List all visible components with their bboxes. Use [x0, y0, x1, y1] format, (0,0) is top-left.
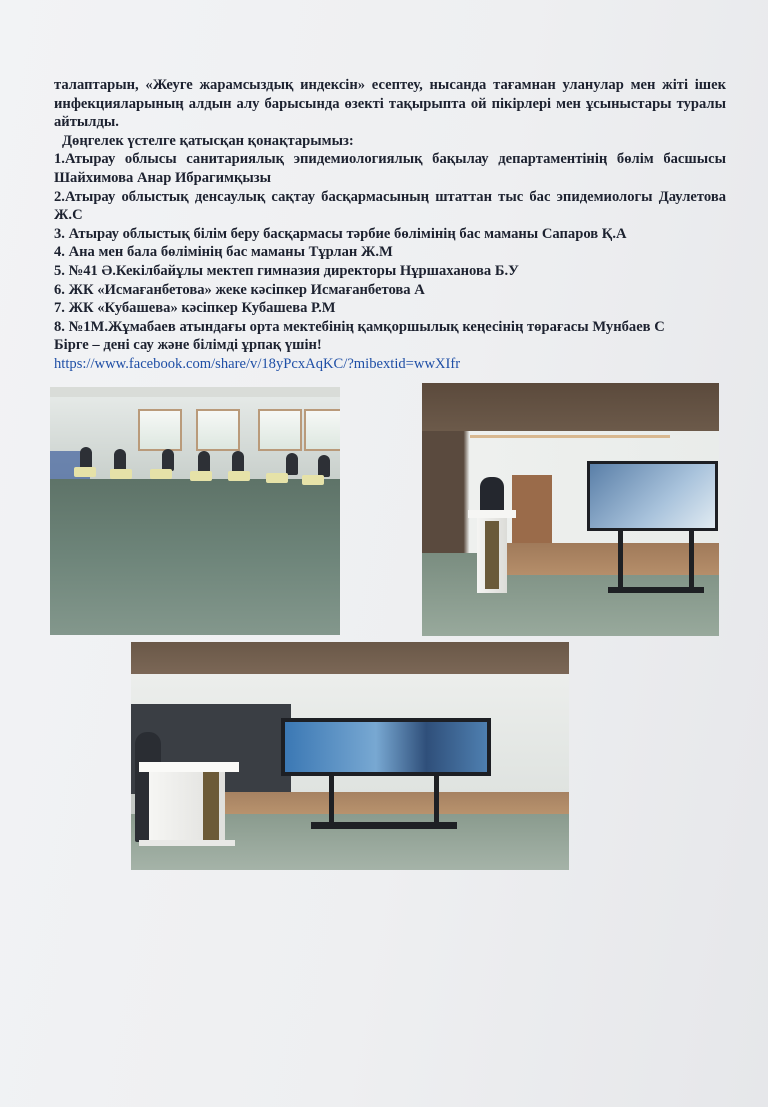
photo-podium-inlay: [485, 521, 499, 589]
photo-display-screen: [281, 718, 491, 776]
photo-screen-stand-base: [608, 587, 704, 593]
photo-person: [318, 455, 330, 477]
photo-speaker-podium: [422, 383, 719, 636]
photo-desk: [266, 473, 288, 483]
photo-screen-stand: [618, 531, 694, 593]
photo-ceiling: [131, 642, 569, 674]
photo-screen-stand-base: [311, 822, 457, 829]
intro-line: айтылды.: [54, 114, 119, 131]
guest-item: 7. ЖК «Кубашева» кәсіпкер Кубашева Р.М: [54, 300, 336, 317]
photo-podium-inlay: [203, 772, 219, 840]
photo-door: [512, 475, 552, 547]
photo-ceiling: [50, 387, 340, 397]
photo-wall-stripe: [470, 435, 670, 438]
intro-line: инфекцияларының алдын алу барысында өзекті тақырыпта ой пікірлері мен ұсыныстары туралы: [54, 95, 726, 112]
guest-item: Ж.С: [54, 207, 83, 224]
photo-desk: [150, 469, 172, 479]
slogan: Бірге – дені сау және білімді ұрпақ үшін!: [54, 337, 322, 354]
photo-desk: [190, 471, 212, 481]
guest-item: 3. Атырау облыстық білім беру басқармасы тәрбие бөлімінің бас маманы Сапаров Қ.А: [54, 225, 627, 242]
photo-desk: [110, 469, 132, 479]
intro-line: талаптарын, «Жеуге жарамсыздық индексін» есептеу, нысанда тағамнан уланулар мен жіті ішек: [54, 77, 726, 93]
photo-display-screen: [587, 461, 718, 531]
photo-person: [232, 451, 244, 473]
photo-desk: [302, 475, 324, 485]
guest-item: 8. №1М.Жұмабаев атындағы орта мектебінің қамқоршылық кеңесінің төрағасы Мунбаев С: [54, 318, 665, 335]
facebook-link[interactable]: https://www.facebook.com/share/v/18yPcxAqKC/?mibextid=wwXIfr: [54, 355, 461, 372]
photo-window: [138, 409, 182, 451]
photo-podium-base: [139, 840, 235, 846]
photo-speaker: [480, 477, 504, 513]
photo-screen-stand: [329, 776, 439, 828]
photo-person: [162, 449, 174, 471]
guest-item: 4. Ана мен бала бөлімінің бас маманы Тұрлан Ж.М: [54, 244, 393, 261]
guest-item: 6. ЖК «Исмағанбетова» жеке кәсіпкер Исмағанбетова А: [54, 281, 425, 298]
photo-desk: [74, 467, 96, 477]
guest-item: 5. №41 Ә.Кекілбайұлы мектеп гимназия директоры Нұршаханова Б.У: [54, 262, 519, 279]
photo-presentation: [131, 642, 569, 870]
photo-podium-top: [468, 510, 516, 518]
photo-podium-top: [139, 762, 239, 772]
guest-item: Шайхимова Анар Ибрагимқызы: [54, 169, 272, 186]
photo-desk: [228, 471, 250, 481]
photo-person: [198, 451, 210, 473]
photo-window: [258, 409, 302, 451]
photo-person: [80, 447, 92, 469]
photo-classroom: [50, 387, 340, 635]
guest-item: 2.Атырау облыстық денсаулық сақтау басқармасының штаттан тыс бас эпидемиологы Даулетова: [54, 188, 726, 205]
photo-ceiling: [422, 383, 719, 431]
photo-person: [286, 453, 298, 475]
photo-window: [304, 409, 340, 451]
guests-heading: Дөңгелек үстелге қатысқан қонақтарымыз:: [62, 132, 354, 149]
photo-floor: [50, 479, 340, 635]
guest-item: 1.Атырау облысы санитариялық эпидемиологиялық бақылау департаментінің бөлім басшысы: [54, 151, 726, 168]
photo-person: [114, 449, 126, 471]
photo-window: [196, 409, 240, 451]
document-body: [54, 76, 726, 374]
